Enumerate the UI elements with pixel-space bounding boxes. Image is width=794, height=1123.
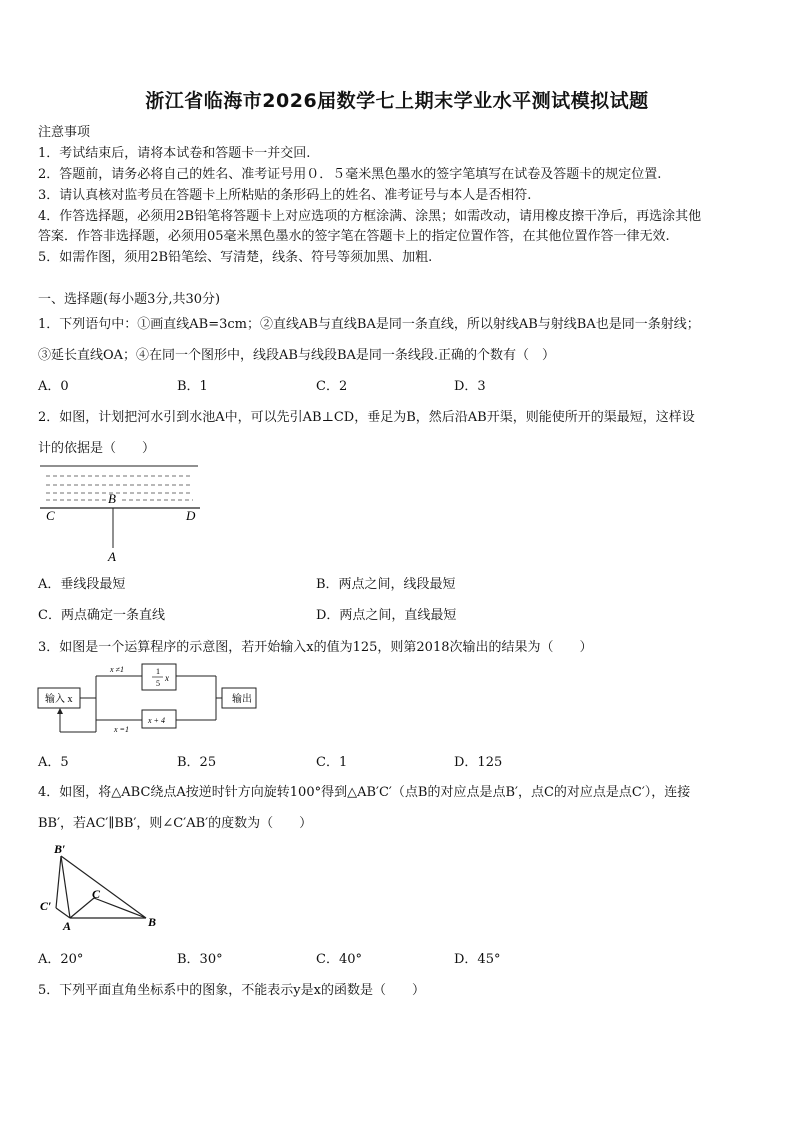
notice-item: 2．答题前，请务必将自己的姓名、准考证号用０．５毫米黑色墨水的签字笔填写在试卷及答题卡的规定位置. bbox=[38, 167, 662, 182]
notice-item: 4．作答选择题，必须用2B铅笔将答题卡上对应选项的方框涂满、涂黑；如需改动，请用橡皮擦干净后，再选涂其他 bbox=[38, 209, 702, 224]
question-4-text: 4．如图，将△ABC绕点A按逆时针方向旋转100°得到△AB′C′（点B的对应点是点B′，点C的对应点是点C′），连接 bbox=[38, 785, 691, 800]
cond-bottom: x =1 bbox=[114, 725, 129, 734]
label-a: A bbox=[63, 919, 72, 933]
triangle-figure bbox=[36, 838, 166, 934]
river-figure bbox=[38, 460, 208, 566]
q3-option-b: B．25 bbox=[177, 755, 217, 770]
op-bottom: x + 4 bbox=[148, 716, 165, 725]
frac-var: x bbox=[165, 673, 169, 683]
notice-item: 5．如需作图，须用2B铅笔绘、写清楚，线条、符号等须加黑、加粗. bbox=[38, 250, 433, 265]
question-3-text: 3．如图是一个运算程序的示意图，若开始输入x的值为125，则第2018次输出的结果为（ ） bbox=[38, 640, 593, 655]
q3-option-c: C．1 bbox=[316, 755, 348, 770]
output-box-label: 输出 bbox=[232, 694, 252, 705]
label-c: C bbox=[92, 887, 101, 901]
q1-option-c: C．2 bbox=[316, 379, 348, 394]
q4-option-b: B．30° bbox=[177, 952, 223, 967]
section-heading: 一、选择题(每小题3分,共30分) bbox=[38, 292, 221, 307]
question-5-text: 5．下列平面直角坐标系中的图象，不能表示y是x的函数是（ ） bbox=[38, 983, 425, 998]
label-c: C bbox=[46, 508, 55, 523]
q2-option-b: B．两点之间，线段最短 bbox=[316, 577, 456, 592]
question-2-text: 2．如图，计划把河水引到水池A中，可以先引AB⊥CD，垂足为B，然后沿AB开渠，则能使所开的渠最短，这样设 bbox=[38, 410, 695, 425]
q2-option-d: D．两点之间，直线最短 bbox=[316, 608, 457, 623]
q1-option-b: B．1 bbox=[177, 379, 208, 394]
q1-option-d: D．3 bbox=[454, 379, 486, 394]
page-title: 浙江省临海市2026届数学七上期末学业水平测试模拟试题 bbox=[145, 90, 649, 112]
label-b: B bbox=[148, 915, 157, 929]
frac-num: 1 bbox=[156, 667, 160, 676]
q4-option-c: C．40° bbox=[316, 952, 362, 967]
label-c-prime: C′ bbox=[40, 899, 52, 913]
notice-item: 答案．作答非选择题，必须用05毫米黑色墨水的签字笔在答题卡上的指定位置作答，在其他位置作答一律无效. bbox=[38, 229, 670, 244]
label-d: D bbox=[186, 508, 196, 523]
frac-den: 5 bbox=[156, 679, 160, 688]
q4-option-a: A．20° bbox=[38, 952, 84, 967]
input-box-label: 输入 x bbox=[45, 694, 73, 705]
notice-heading: 注意事项 bbox=[38, 125, 91, 140]
q3-option-a: A．5 bbox=[38, 755, 69, 770]
label-b-prime: B′ bbox=[54, 842, 66, 856]
question-4-text: BB′，若AC′∥BB′，则∠C′AB′的度数为（ ） bbox=[38, 816, 313, 831]
label-a: A bbox=[108, 549, 116, 564]
question-1-text: 1．下列语句中：①画直线AB=3cm；②直线AB与直线BA是同一条直线，所以射线AB与射线BA也是同一条射线； bbox=[38, 317, 700, 332]
question-2-text: 计的依据是（ ） bbox=[38, 441, 156, 456]
q4-option-d: D．45° bbox=[454, 952, 501, 967]
q2-option-a: A．垂线段最短 bbox=[38, 577, 126, 592]
question-1-text: ③延长直线OA；④在同一个图形中，线段AB与线段BA是同一条线段.正确的个数有（ ） bbox=[38, 348, 556, 363]
cond-top: x ≠1 bbox=[110, 665, 124, 674]
q1-option-a: A．0 bbox=[38, 379, 69, 394]
notice-item: 3．请认真核对监考员在答题卡上所粘贴的条形码上的姓名、准考证号与本人是否相符. bbox=[38, 188, 532, 203]
label-b: B bbox=[108, 491, 116, 506]
q3-option-d: D．125 bbox=[454, 755, 503, 770]
notice-item: 1．考试结束后，请将本试卷和答题卡一并交回. bbox=[38, 146, 311, 161]
q2-option-c: C．两点确定一条直线 bbox=[38, 608, 165, 623]
flowchart-figure bbox=[36, 660, 262, 736]
